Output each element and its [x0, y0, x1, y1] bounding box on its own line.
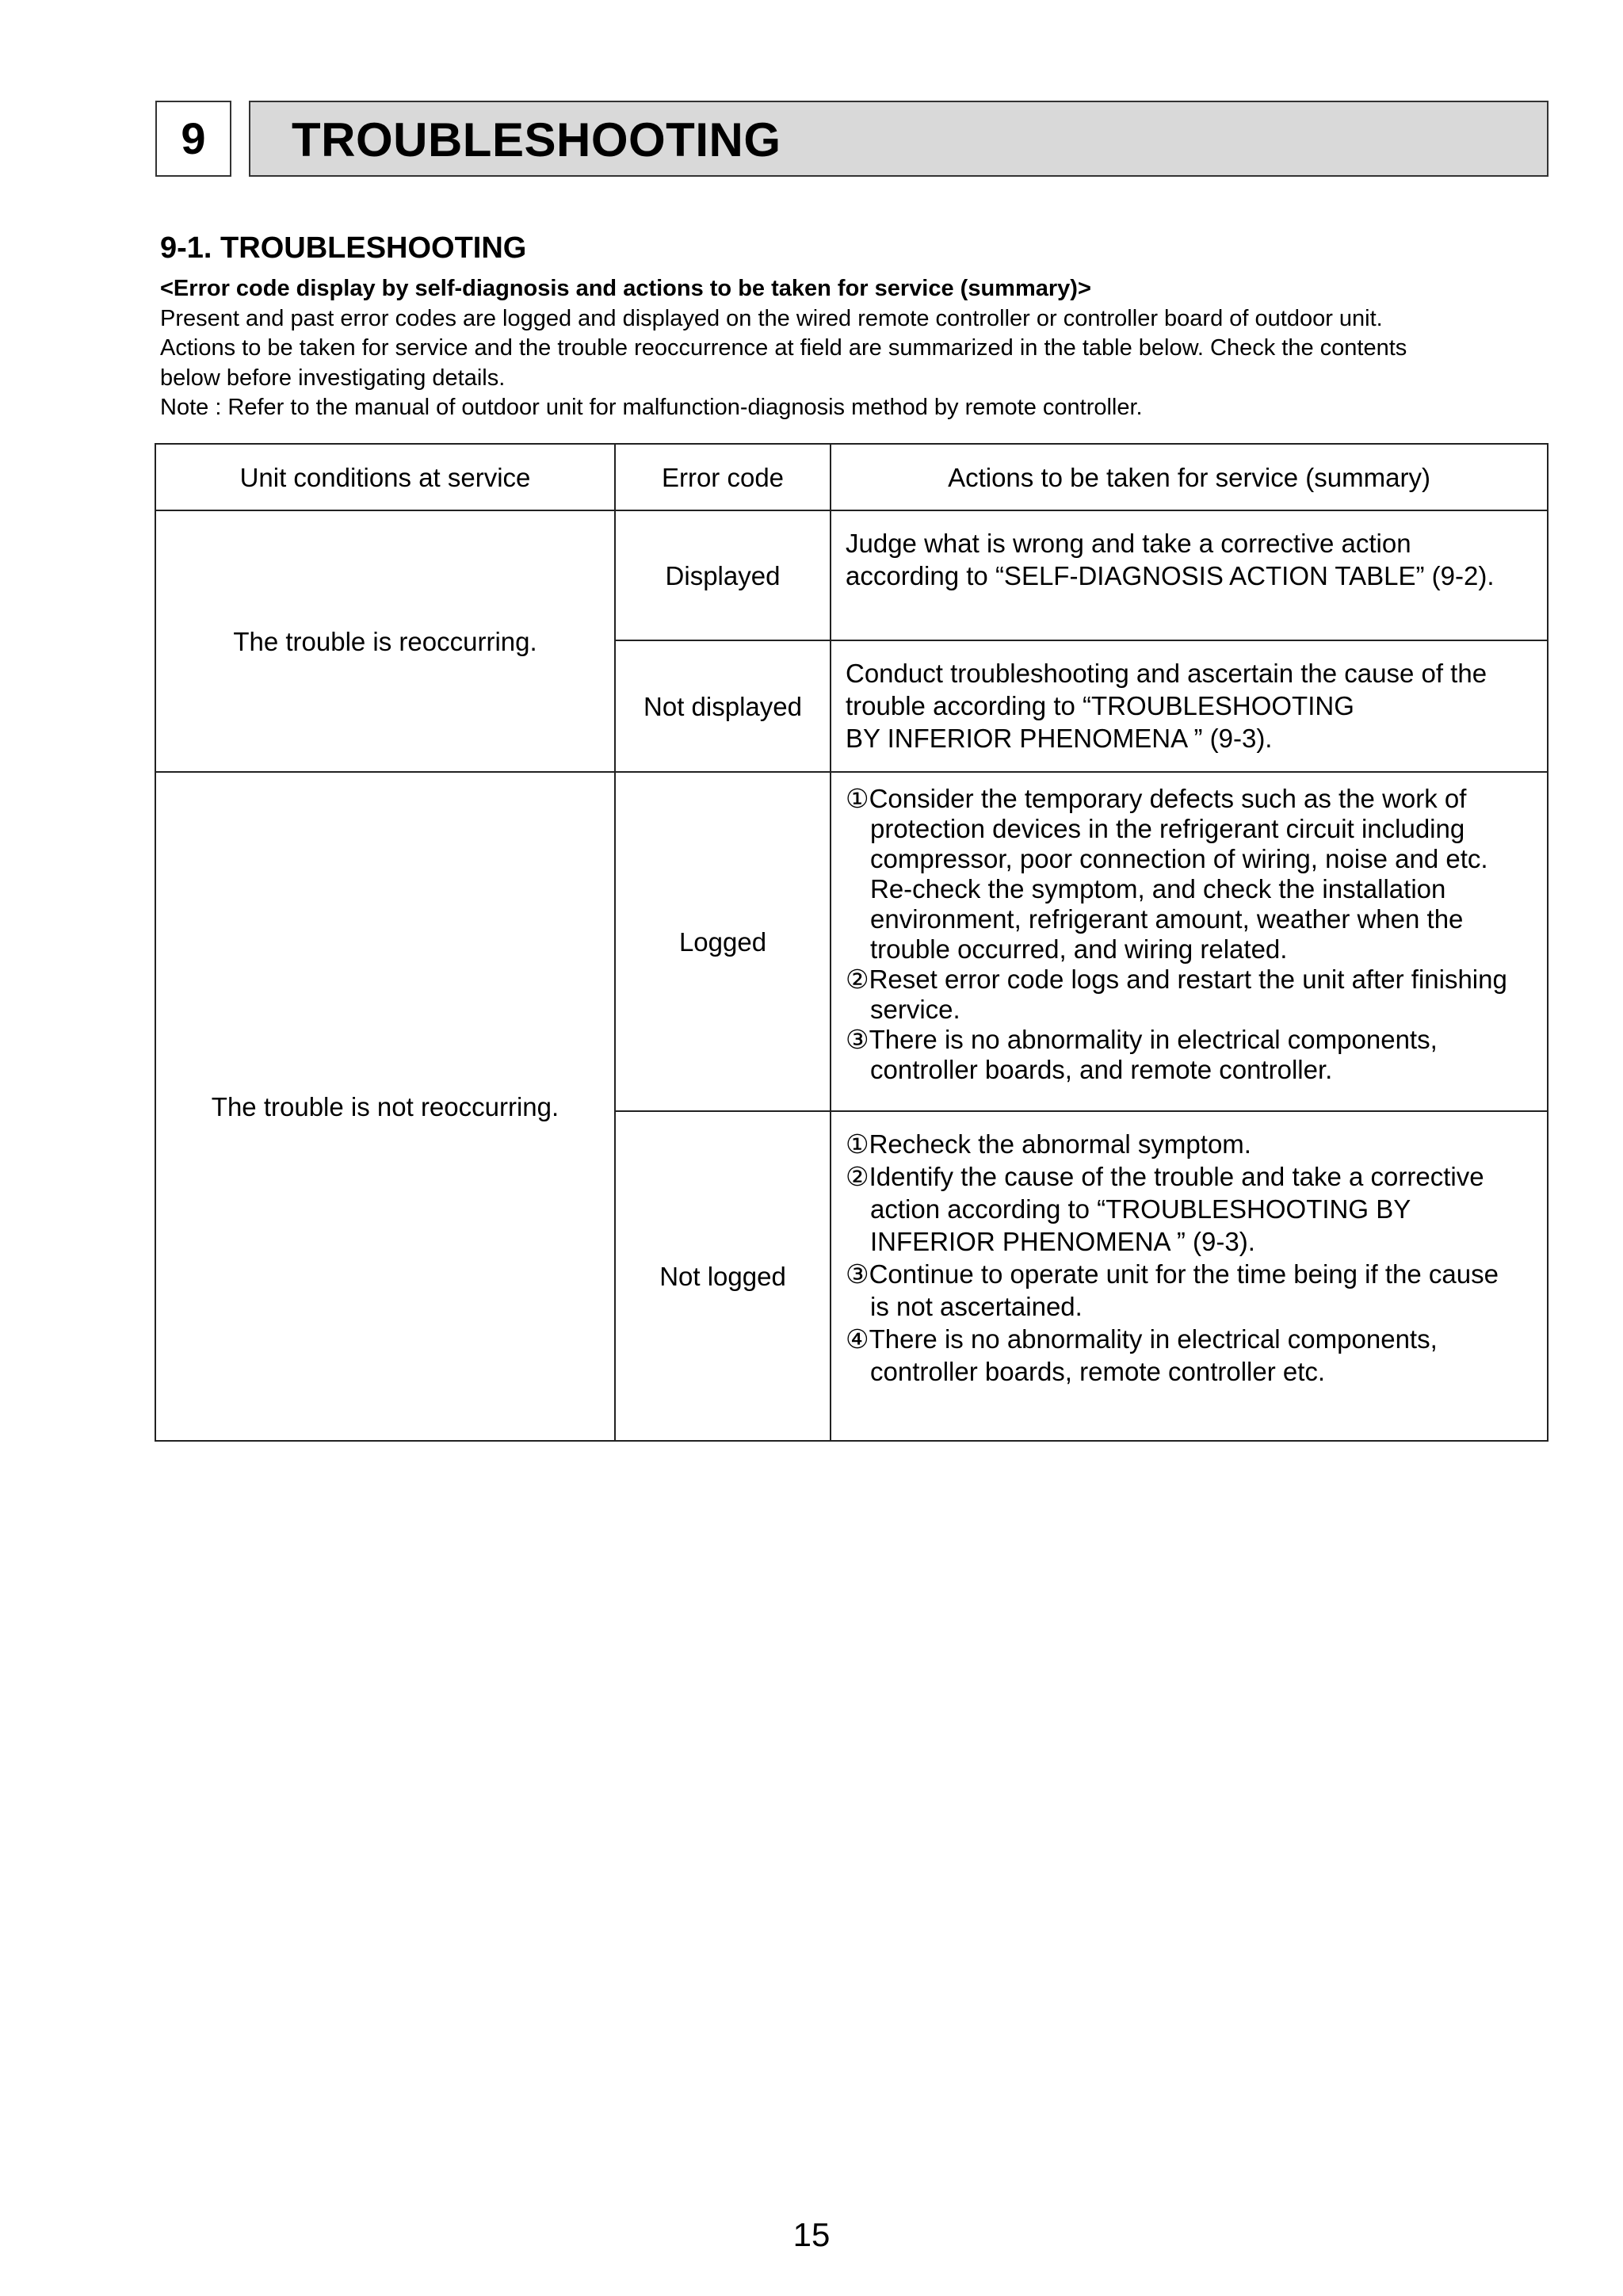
intro-line: Present and past error codes are logged and displayed on the wired remote controller or controller board of outdoor unit.	[160, 305, 1383, 331]
condition-not-reoccurring: The trouble is not reoccurring.	[155, 772, 615, 1441]
error-code-not-displayed: Not displayed	[615, 640, 831, 772]
action-line: ③There is no abnormality in electrical components,	[846, 1025, 1438, 1054]
actions-not-logged	[831, 1111, 1548, 1441]
action-line: compressor, poor connection of wiring, noise and etc.	[870, 844, 1488, 873]
header-actions: Actions to be taken for service (summary)	[831, 444, 1548, 510]
action-line: controller boards, and remote controller.	[870, 1055, 1333, 1084]
action-line: environment, refrigerant amount, weather when the	[870, 904, 1464, 934]
actions-not-displayed	[831, 640, 1548, 772]
actions-displayed	[831, 510, 1548, 640]
intro-line: below before investigating details.	[160, 365, 506, 391]
intro-text	[160, 274, 1555, 423]
action-line: is not ascertained.	[870, 1292, 1083, 1321]
action-line: ①Consider the temporary defects such as the work of	[846, 784, 1467, 813]
action-line: ②Identify the cause of the trouble and take a corrective	[846, 1162, 1484, 1191]
action-line: Re-check the symptom, and check the installation	[870, 874, 1446, 904]
action-line: according to “SELF-DIAGNOSIS ACTION TABLE” (9-2).	[846, 561, 1495, 590]
header-error-code: Error code	[615, 444, 831, 510]
intro-heading: <Error code display by self-diagnosis and actions to be taken for service (summary)>	[160, 276, 1091, 301]
actions-logged	[831, 772, 1548, 1111]
action-line: Conduct troubleshooting and ascertain the cause of the	[846, 659, 1487, 688]
action-line: BY INFERIOR PHENOMENA ” (9-3).	[846, 724, 1273, 753]
action-line: ①Recheck the abnormal symptom.	[846, 1129, 1251, 1159]
action-line: Judge what is wrong and take a corrective action	[846, 529, 1411, 558]
error-code-displayed: Displayed	[615, 510, 831, 640]
table-row	[155, 772, 1548, 1111]
action-line: ③Continue to operate unit for the time being if the cause	[846, 1259, 1499, 1289]
action-line: controller boards, remote controller etc.	[870, 1357, 1326, 1386]
action-line: service.	[870, 995, 960, 1024]
table-header-row	[155, 444, 1548, 510]
action-line: ④There is no abnormality in electrical components,	[846, 1324, 1438, 1354]
intro-line: Actions to be taken for service and the trouble reoccurrence at field are summarized in the table below. Check the contents	[160, 335, 1407, 361]
error-code-not-logged: Not logged	[615, 1111, 831, 1441]
header-unit-conditions: Unit conditions at service	[155, 444, 615, 510]
action-line: ②Reset error code logs and restart the unit after finishing	[846, 965, 1507, 994]
troubleshooting-summary-table	[155, 443, 1549, 1442]
intro-note: Note : Refer to the manual of outdoor unit for malfunction-diagnosis method by remote controller.	[160, 395, 1143, 420]
error-code-logged: Logged	[615, 772, 831, 1111]
condition-reoccurring: The trouble is reoccurring.	[155, 510, 615, 772]
table-row	[155, 510, 1548, 640]
page-number: 15	[792, 2216, 831, 2253]
section-title: 9-1. TROUBLESHOOTING	[160, 231, 527, 265]
chapter-title: TROUBLESHOOTING	[292, 113, 781, 166]
action-line: trouble occurred, and wiring related.	[870, 934, 1288, 964]
action-line: action according to “TROUBLESHOOTING BY	[870, 1194, 1411, 1224]
action-line: INFERIOR PHENOMENA ” (9-3).	[870, 1227, 1255, 1256]
chapter-header-bar	[249, 101, 1549, 177]
chapter-number: 9	[155, 101, 231, 177]
action-line: protection devices in the refrigerant circuit including	[870, 814, 1465, 843]
action-line: trouble according to “TROUBLESHOOTING	[846, 691, 1354, 720]
